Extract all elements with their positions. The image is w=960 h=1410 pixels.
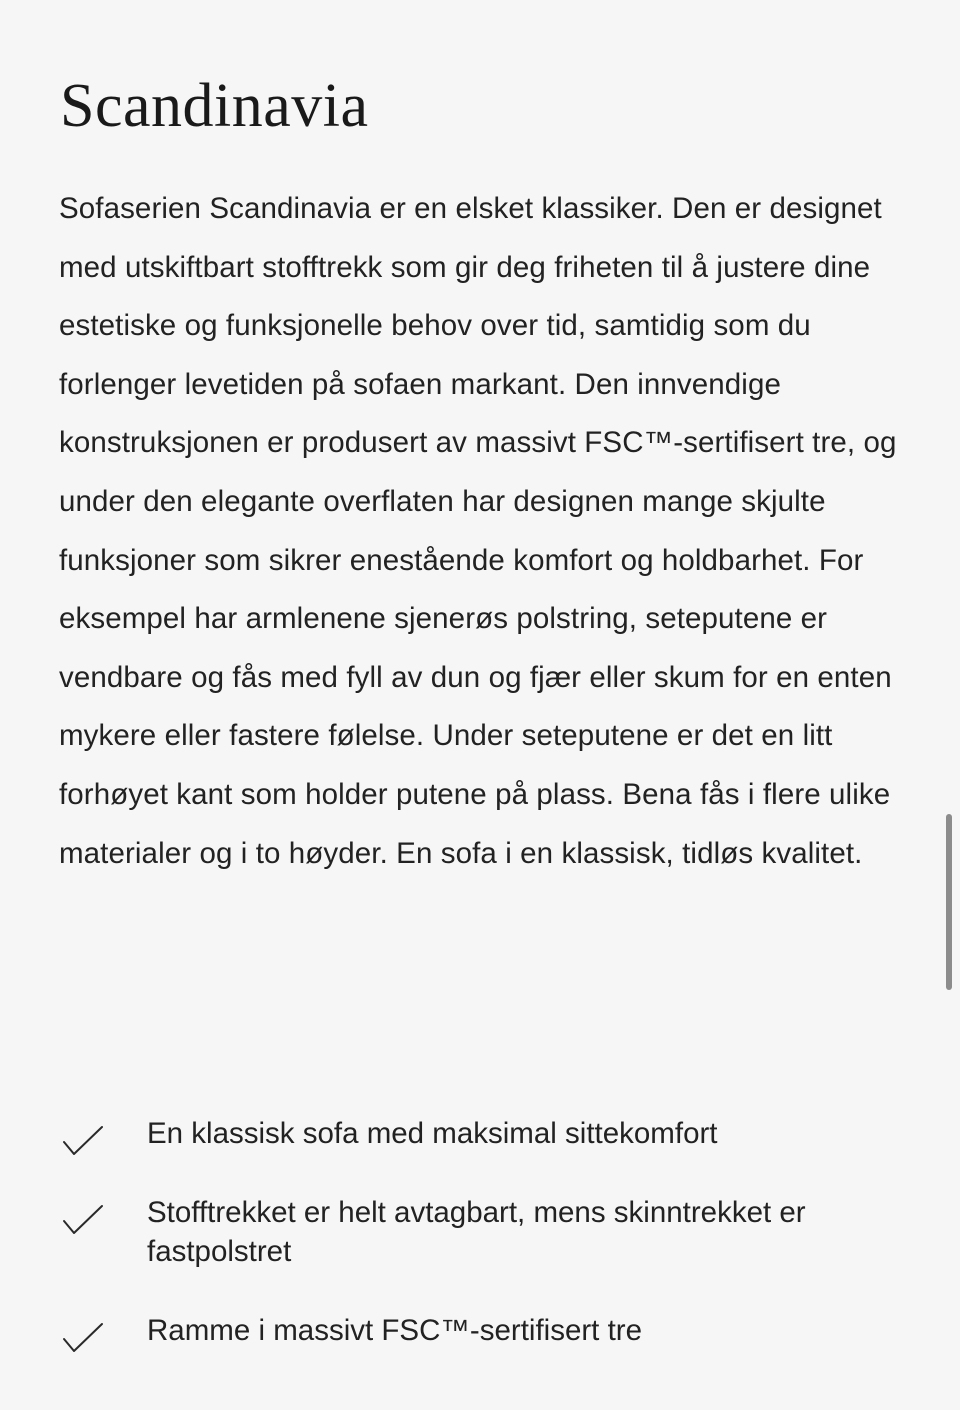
scrollbar-thumb[interactable] <box>946 814 952 990</box>
feature-item <box>60 1311 910 1350</box>
page-title: Scandinavia <box>60 72 369 140</box>
feature-item <box>60 1114 910 1153</box>
check-icon <box>62 1322 104 1354</box>
check-icon <box>62 1204 104 1236</box>
product-description: Sofaserien Scandinavia er en elsket klassiker. Den er designet med utskiftbart stofftrekk som gir deg friheten til å justere dine estetiske og funksjonelle behov over tid, samtidig som du forlenger levetiden på sofaen markant. Den innvendige konstruksjonen er produsert av massivt FSC™-sertifisert tre, og under den elegante overflaten har designen mange skjulte funksjoner som sikrer enestående komfort og holdbarhet. For eksempel har armlenene sjenerøs polstring, seteputene er vendbare og fås med fyll av dun og fjær eller skum for en enten mykere eller fastere følelse. Under seteputene er det en litt forhøyet kant som holder putene på plass. Bena fås i flere ulike materialer og i to høyder. En sofa i en klassisk, tidløs kvalitet. <box>59 192 897 870</box>
check-icon <box>62 1125 104 1157</box>
feature-item <box>60 1193 910 1271</box>
feature-list <box>60 1114 910 1350</box>
feature-text: En klassisk sofa med maksimal sittekomfort <box>147 1117 718 1150</box>
feature-text: Ramme i massivt FSC™-sertifisert tre <box>147 1314 642 1347</box>
feature-text: Stofftrekket er helt avtagbart, mens skinntrekket er fastpolstret <box>147 1196 806 1268</box>
